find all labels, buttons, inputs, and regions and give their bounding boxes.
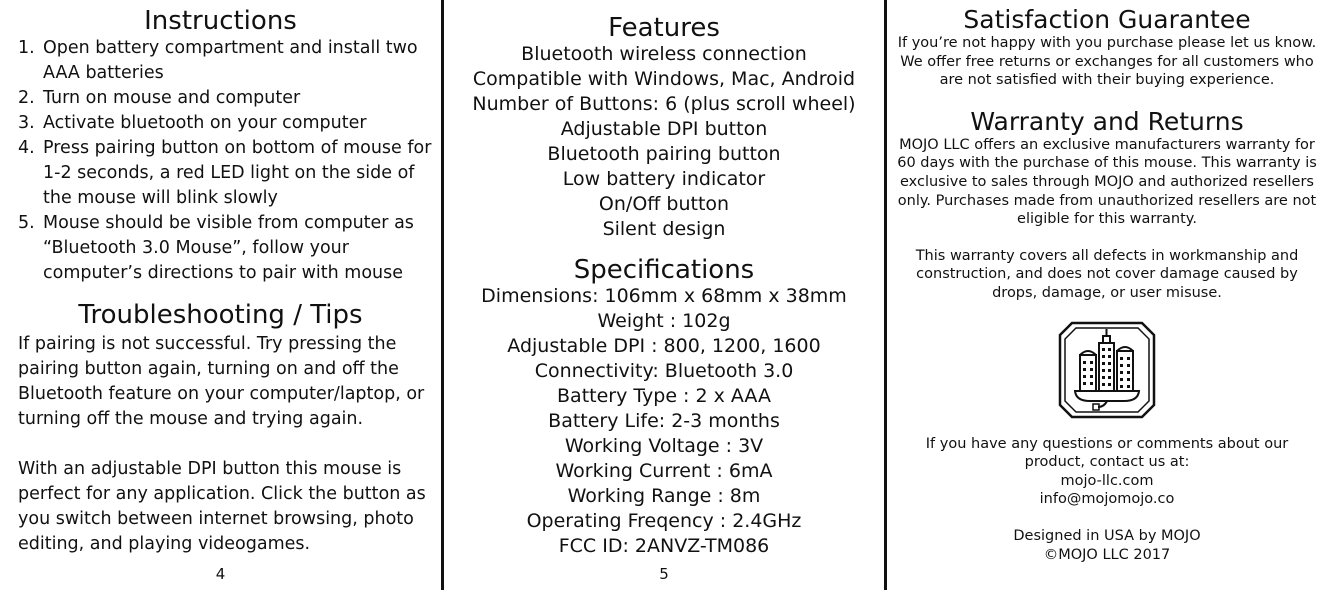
troubleshooting-title: Troubleshooting / Tips [78, 300, 363, 330]
troubleshooting-paragraph-1: If pairing is not successful. Try pressing the pairing button again, turning on and off the Bluetooth feature on your computer/laptop, or turning off the mouse and trying again. [18, 334, 425, 429]
feature-item: Silent design [602, 218, 726, 240]
specifications-title: Specifications [573, 255, 755, 285]
spec-item: FCC ID: 2ANVZ-TM086 [558, 535, 770, 557]
warranty-title: Warranty and Returns [970, 106, 1244, 136]
feature-item: Compatible with Windows, Mac, Android [472, 68, 856, 90]
instructions-title: Instructions [144, 6, 297, 36]
feature-item: On/Off button [598, 193, 730, 215]
contact-intro: If you have any questions or comments about our product, contact us at: [925, 435, 1289, 471]
warranty-text-2: This warranty covers all defects in workmanship and construction, and does not cover damage caused by drops, damage, or user misuse. [915, 247, 1299, 301]
spec-item: Weight : 102g [597, 310, 731, 332]
instruction-step: 4. Press pairing button on bottom of mouse for 1-2 seconds, a red LED light on the side of the mouse will blink slowly [18, 138, 432, 208]
instruction-step: 1. Open battery compartment and install two AAA batteries [18, 38, 418, 83]
panel-guarantee [887, 0, 1327, 590]
contact-website[interactable]: mojo-llc.com [1060, 472, 1154, 489]
spec-item: Battery Type : 2 x AAA [557, 385, 771, 407]
spec-item: Dimensions: 106mm x 68mm x 38mm [481, 285, 847, 307]
feature-item: Bluetooth pairing button [547, 143, 781, 165]
troubleshooting-paragraph-2: With an adjustable DPI button this mouse is perfect for any application. Click the button as you switch between internet browsing, photo editing, and playing videogames. [18, 459, 426, 554]
spec-item: Working Current : 6mA [555, 460, 773, 482]
spec-item: Working Range : 8m [567, 485, 761, 507]
feature-item: Bluetooth wireless connection [521, 43, 807, 65]
contact-email[interactable]: info@mojomojo.co [1039, 491, 1175, 508]
instruction-step: 5. Mouse should be visible from computer as “Bluetooth 3.0 Mouse”, follow your computer’s directions to pair with mouse [18, 213, 414, 283]
spec-item: Operating Freqency : 2.4GHz [526, 510, 802, 532]
features-list [444, 42, 884, 242]
panel-features [444, 0, 884, 590]
page-number-left: 4 [215, 565, 226, 583]
spec-item: Connectivity: Bluetooth 3.0 [534, 360, 794, 382]
panel-instructions [0, 0, 441, 590]
footer-designed: Designed in USA by MOJO [1013, 527, 1201, 544]
spec-item: Adjustable DPI : 800, 1200, 1600 [507, 335, 821, 357]
instructions-list [18, 36, 435, 286]
instruction-step: 2. Turn on mouse and computer [18, 88, 301, 108]
page-number-middle: 5 [659, 565, 669, 583]
feature-item: Number of Buttons: 6 (plus scroll wheel) [472, 93, 856, 115]
footer-copyright: ©MOJO LLC 2017 [1043, 546, 1171, 563]
guarantee-text: If you’re not happy with you purchase please let us know. We offer free returns or exchanges for all customers who are not satisfied with their buying experience. [897, 35, 1317, 89]
features-title: Features [608, 13, 720, 43]
warranty-text-1: MOJO LLC offers an exclusive manufacturers warranty for 60 days with the purchase of this mouse. This warranty is exclusive to sales through MOJO and authorized resellers only. Purchases made from unauthorized resellers are not eligible for this warranty. [897, 136, 1317, 228]
feature-item: Adjustable DPI button [560, 118, 768, 140]
guarantee-title: Satisfaction Guarantee [963, 5, 1251, 34]
spec-item: Working Voltage : 3V [564, 435, 764, 457]
city-logo-icon [1058, 321, 1156, 419]
specifications-list [444, 284, 884, 559]
feature-item: Low battery indicator [562, 168, 766, 190]
spec-item: Battery Life: 2-3 months [548, 410, 780, 432]
instruction-step: 3. Activate bluetooth on your computer [18, 113, 367, 133]
